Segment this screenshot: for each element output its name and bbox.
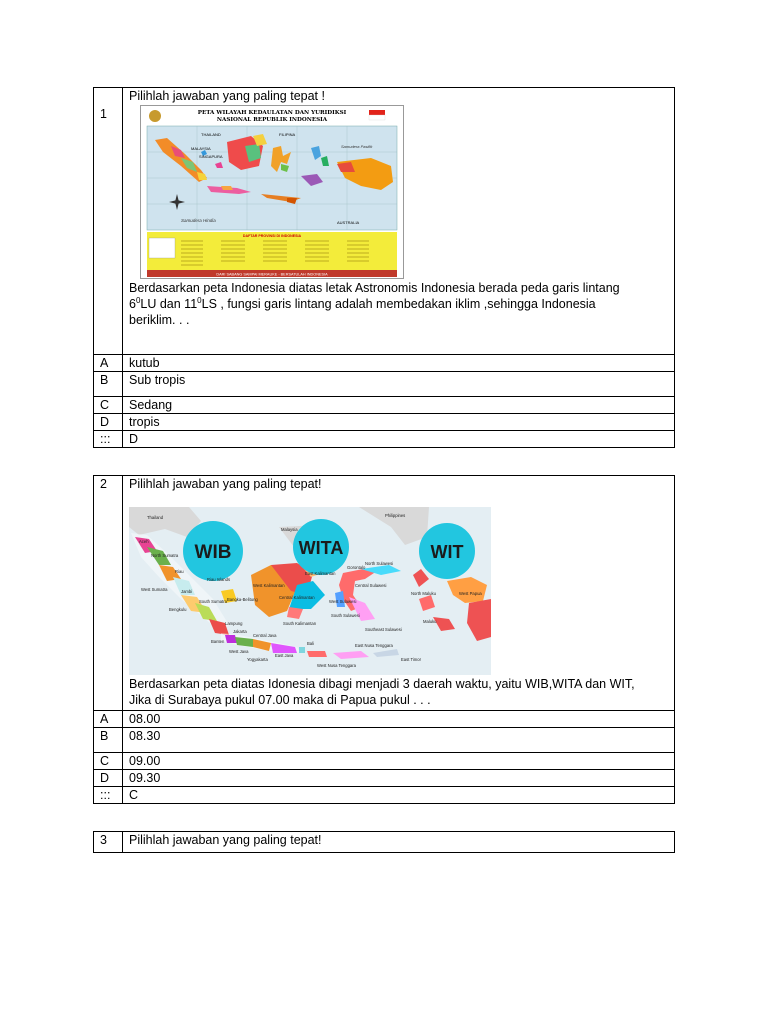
time-zone-map-image	[129, 507, 491, 675]
option-key: C	[94, 753, 123, 770]
option-text: 08.30	[123, 728, 675, 753]
wib-zone-badge	[183, 521, 243, 581]
province-map-image	[141, 106, 403, 278]
wit-zone-badge	[419, 523, 475, 579]
question-2-row	[94, 476, 675, 711]
zone-label-wit: WIT	[430, 542, 464, 562]
option-text: 08.00	[123, 711, 675, 728]
option-key: A	[94, 711, 123, 728]
zone-label-wita: WITA	[298, 538, 344, 558]
option-key: D	[94, 770, 123, 787]
option-key: B	[94, 728, 123, 753]
map-label: West Kalimantan	[253, 583, 285, 588]
map-label: West Java	[229, 649, 249, 654]
map-label: South Kalimantan	[283, 621, 317, 626]
option-text: 09.30	[123, 770, 675, 787]
map-label: Banten	[211, 639, 225, 644]
option-row	[94, 414, 675, 431]
map-label: Gorontalo	[347, 565, 366, 570]
question-body	[123, 476, 675, 711]
map-label: THAILAND	[201, 132, 221, 137]
map-label: West Nusa Tenggara	[317, 663, 356, 668]
map-label: East Timor	[401, 657, 422, 662]
map-motto: DARI SABANG SAMPAI MERAUKE - BERSATULAH INDONESIA	[216, 272, 328, 277]
map-label: Lampung	[225, 621, 243, 626]
map-label: West Sumatra	[141, 587, 168, 592]
map-label: AUSTRALIA	[337, 220, 360, 225]
question-text-line: $6^0LU$ dan $11^0LS$ , fungsi garis lintang adalah membedakan iklim ,sehingga Indonesia	[129, 295, 596, 311]
option-row	[94, 355, 675, 372]
option-row	[94, 372, 675, 397]
map-label: Riau	[175, 569, 184, 574]
province-legend-title: DAFTAR PROVINSI DI INDONESIA	[242, 234, 302, 238]
map-label: Bali	[307, 641, 314, 646]
option-row	[94, 753, 675, 770]
map-label: Malaysia	[281, 527, 298, 532]
flag-icon	[369, 110, 385, 120]
question-1-table	[93, 87, 675, 448]
map-label: Samudera Hindia	[181, 218, 216, 223]
question-number: 3	[94, 832, 123, 853]
map-label: East Kalimantan	[305, 571, 336, 576]
option-text: Sedang	[123, 397, 675, 414]
option-text: kutub	[123, 355, 675, 372]
option-key: B	[94, 372, 123, 397]
map-label: Jambi	[181, 589, 193, 594]
question-text-line: Berdasarkan peta diatas Idonesia dibagi menjadi 3 daerah waktu, yaitu WIB,WITA dan WIT,	[129, 677, 635, 691]
option-text: tropis	[123, 414, 675, 431]
zone-label-wib: WIB	[194, 542, 232, 563]
option-row	[94, 397, 675, 414]
map-title-line-1: PETA WILAYAH KEDAULATAN DAN YURIDIKSI	[197, 110, 347, 116]
option-row	[94, 770, 675, 787]
answer-key: :::	[94, 787, 123, 804]
question-number: 1	[94, 88, 123, 355]
map-label: West Papua	[459, 591, 482, 596]
map-label: South Sulawesi	[331, 613, 360, 618]
map-label: North Maluku	[411, 591, 436, 596]
map-label: Central Java	[253, 633, 277, 638]
map-label: Thailand	[147, 515, 164, 520]
question-prompt: Pilihlah jawaban yang paling tepat!	[129, 477, 322, 491]
map-label: Maluku	[423, 619, 437, 624]
map-label: SINGAPURA	[199, 154, 223, 159]
map-label: Central Kalimantan	[279, 595, 315, 600]
question-prompt: Pilihlah jawaban yang paling tepat!	[123, 832, 675, 853]
map-label: Jakarta	[233, 629, 247, 634]
question-prompt: Pilihlah jawaban yang paling tepat !	[129, 89, 325, 103]
map-title-line-2: NASIONAL REPUBLIK INDONESIA	[216, 117, 328, 123]
wita-zone-badge	[293, 519, 349, 575]
map-label: Bangka-Belitung	[227, 597, 258, 602]
map-label: Southeast Sulawesi	[365, 627, 402, 632]
map-label: MALAYSIA	[191, 146, 211, 151]
map-label: Aceh	[139, 539, 149, 544]
answer-text: D	[123, 431, 675, 448]
map-label: Yogyakarta	[247, 657, 268, 662]
answer-row	[94, 431, 675, 448]
map-emblem-icon	[149, 110, 161, 122]
map-label: Bengkulu	[169, 607, 187, 612]
map-label: South Sumatra	[199, 599, 227, 604]
answer-row	[94, 787, 675, 804]
option-key: A	[94, 355, 123, 372]
time-zone-map	[129, 507, 491, 675]
option-row	[94, 711, 675, 728]
option-text: 09.00	[123, 753, 675, 770]
map-label: Samudera Pasifik	[341, 144, 373, 149]
map-label: Central Sulawesi	[355, 583, 387, 588]
answer-key: :::	[94, 431, 123, 448]
question-number: 2	[94, 476, 123, 711]
option-key: C	[94, 397, 123, 414]
option-key: D	[94, 414, 123, 431]
question-3-row	[94, 832, 675, 853]
question-text-line: Berdasarkan peta Indonesia diatas letak Astronomis Indonesia berada peda garis lintang	[129, 281, 620, 295]
map-label: FILIPINA	[279, 132, 296, 137]
map-label: East Java	[275, 653, 294, 658]
map-label: Philippines	[385, 513, 406, 518]
map-label: North Sulawesi	[365, 561, 394, 566]
option-text: Sub tropis	[123, 372, 675, 397]
question-2-table	[93, 475, 675, 804]
question-body	[123, 88, 675, 355]
map-label: East Nusa Tenggara	[355, 643, 393, 648]
question-1-row	[94, 88, 675, 355]
map-label: North Sumatra	[151, 553, 179, 558]
indonesia-province-map	[140, 105, 404, 279]
map-label: West Sulawesi	[329, 599, 357, 604]
question-text-line: Jika di Surabaya pukul 07.00 maka di Papua pukul . . .	[129, 693, 431, 707]
question-3-table	[93, 831, 675, 853]
answer-text: C	[123, 787, 675, 804]
question-text-line: beriklim. . .	[129, 313, 190, 327]
option-row	[94, 728, 675, 753]
map-label: Riau Islands	[207, 577, 231, 582]
